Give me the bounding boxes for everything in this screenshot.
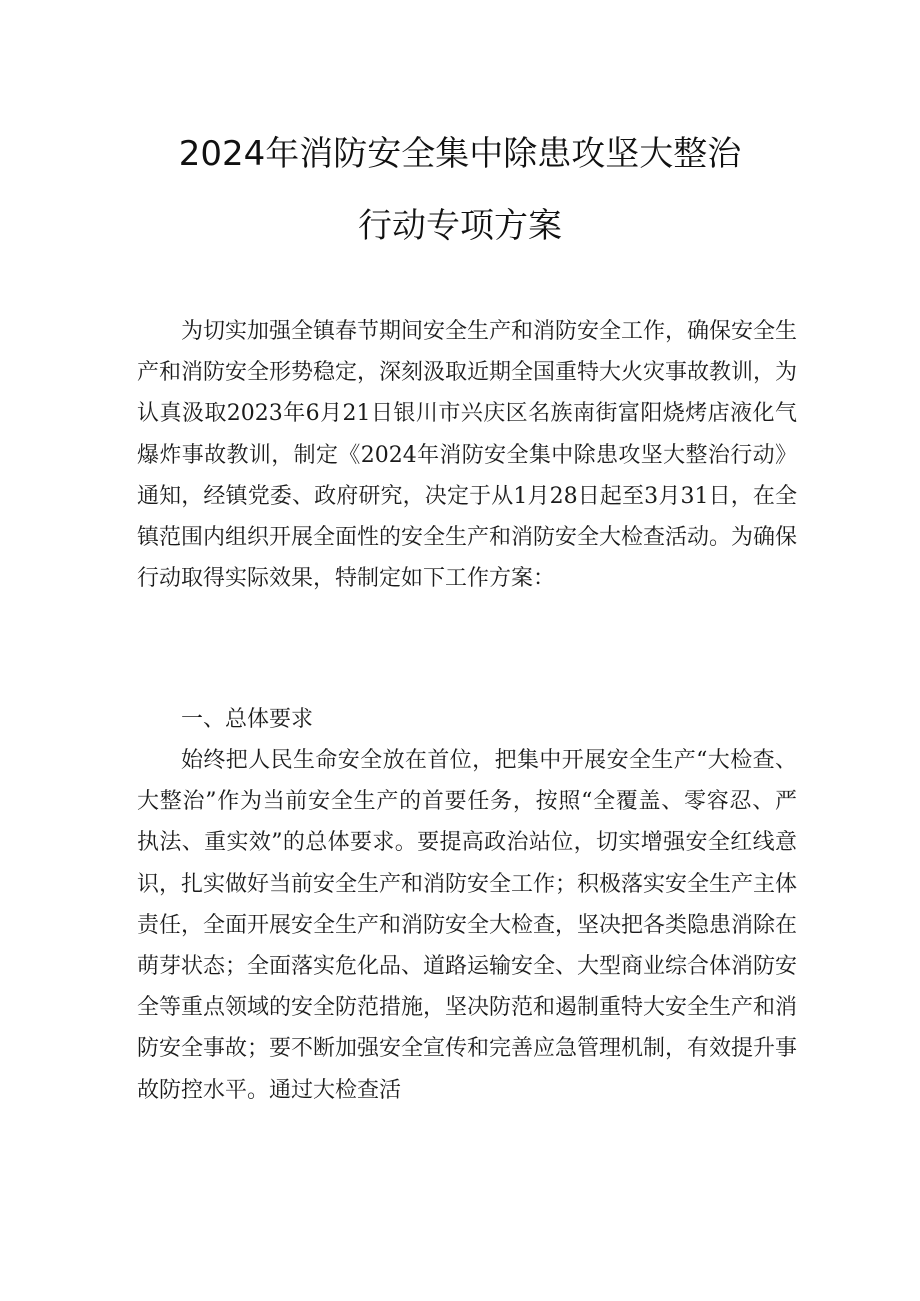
section-heading-general-requirements: 一、总体要求 bbox=[181, 707, 314, 732]
document-title-line-1: 2024年消防安全集中除患攻坚大整治 bbox=[178, 134, 742, 174]
general-requirements-paragraph: 始终把人民生命安全放在首位，把集中开展安全生产“大检查、大整治”作为当前安全生产的首要任务，按照“全覆盖、零容忍、严执法、重实效”的总体要求。要提高政治站位，切实增强安全红线意识，扎实做好当前安全生产和消防安全工作；积极落实安全生产主体责任，全面开展安全生产和消防安全大检查，坚决把各类隐患消除在萌芽状态；全面落实危化品、道路运输安全、大型商业综合体消防安全等重点领域的安全防范措施，坚决防范和遏制重特大安全生产和消防安全事故；要不断加强安全宣传和完善应急管理机制，有效提升事故防控水平。通过大检查活 bbox=[137, 748, 798, 1103]
document-title-line-2: 行动专项方案 bbox=[358, 206, 562, 246]
intro-paragraph: 为切实加强全镇春节期间安全生产和消防安全工作，确保安全生产和消防安全形势稳定，深刻汲取近期全国重特大火灾事故教训，为认真汲取2023年6月21日银川市兴庆区名族南街富阳烧烤店液化气爆炸事故教训，制定《2024年消防安全集中除患攻坚大整治行动》通知，经镇党委、政府研究，决定于从1月28日起至3月31日，在全镇范围内组织开展全面性的安全生产和消防安全大检查活动。为确保行动取得实际效果，特制定如下工作方案： bbox=[137, 319, 798, 592]
